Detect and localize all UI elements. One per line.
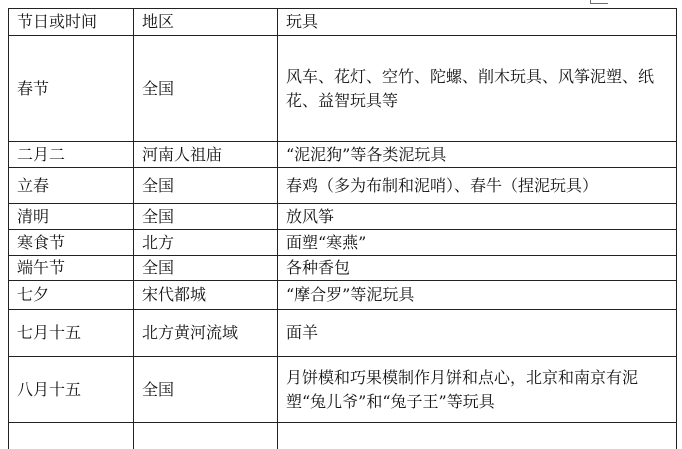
cell-region xyxy=(134,423,278,449)
page-corner-mark-horizontal xyxy=(590,3,608,4)
table-row xyxy=(9,357,677,423)
cell-time: 端午节 xyxy=(9,256,134,281)
cell-toys: 面塑“寒燕” xyxy=(278,230,677,256)
cell-toys xyxy=(278,423,677,449)
cell-region: 北方黄河流域 xyxy=(134,310,278,357)
cell-region: 北方 xyxy=(134,230,278,256)
table-row-partial xyxy=(9,423,677,449)
cell-toys: “摩合罗”等泥玩具 xyxy=(278,281,677,310)
cell-time xyxy=(9,423,134,449)
table-row xyxy=(9,204,677,230)
cell-region: 全国 xyxy=(134,256,278,281)
table-header-row xyxy=(9,9,677,36)
cell-time: 寒食节 xyxy=(9,230,134,256)
cell-toys: 月饼模和巧果模制作月饼和点心，北京和南京有泥塑“兔儿爷”和“兔子王”等玩具 xyxy=(278,357,677,423)
table-row xyxy=(9,281,677,310)
table-row xyxy=(9,256,677,281)
cell-time: 七夕 xyxy=(9,281,134,310)
table-row xyxy=(9,310,677,357)
table-row xyxy=(9,168,677,204)
cell-time: 春节 xyxy=(9,36,134,142)
cell-time: 二月二 xyxy=(9,142,134,168)
table-row xyxy=(9,142,677,168)
cell-region: 河南人祖庙 xyxy=(134,142,278,168)
table-row xyxy=(9,230,677,256)
cell-toys: 放风筝 xyxy=(278,204,677,230)
cell-time: 八月十五 xyxy=(9,357,134,423)
cell-region: 全国 xyxy=(134,36,278,142)
cell-region: 全国 xyxy=(134,168,278,204)
cell-time: 立春 xyxy=(9,168,134,204)
cell-toys: 春鸡（多为布制和泥哨）、春牛（捏泥玩具） xyxy=(278,168,677,204)
cell-region: 全国 xyxy=(134,204,278,230)
cell-toys: 风车、花灯、空竹、陀螺、削木玩具、风筝泥塑、纸花、益智玩具等 xyxy=(278,36,677,142)
cell-toys: “泥泥狗”等各类泥玩具 xyxy=(278,142,677,168)
header-time: 节日或时间 xyxy=(9,9,134,36)
cell-region: 全国 xyxy=(134,357,278,423)
header-toys: 玩具 xyxy=(278,9,677,36)
table-row xyxy=(9,36,677,142)
cell-region: 宋代都城 xyxy=(134,281,278,310)
header-region: 地区 xyxy=(134,9,278,36)
holiday-toys-table xyxy=(8,8,677,449)
cell-toys: 各种香包 xyxy=(278,256,677,281)
cell-time: 七月十五 xyxy=(9,310,134,357)
cell-time: 清明 xyxy=(9,204,134,230)
cell-toys: 面羊 xyxy=(278,310,677,357)
